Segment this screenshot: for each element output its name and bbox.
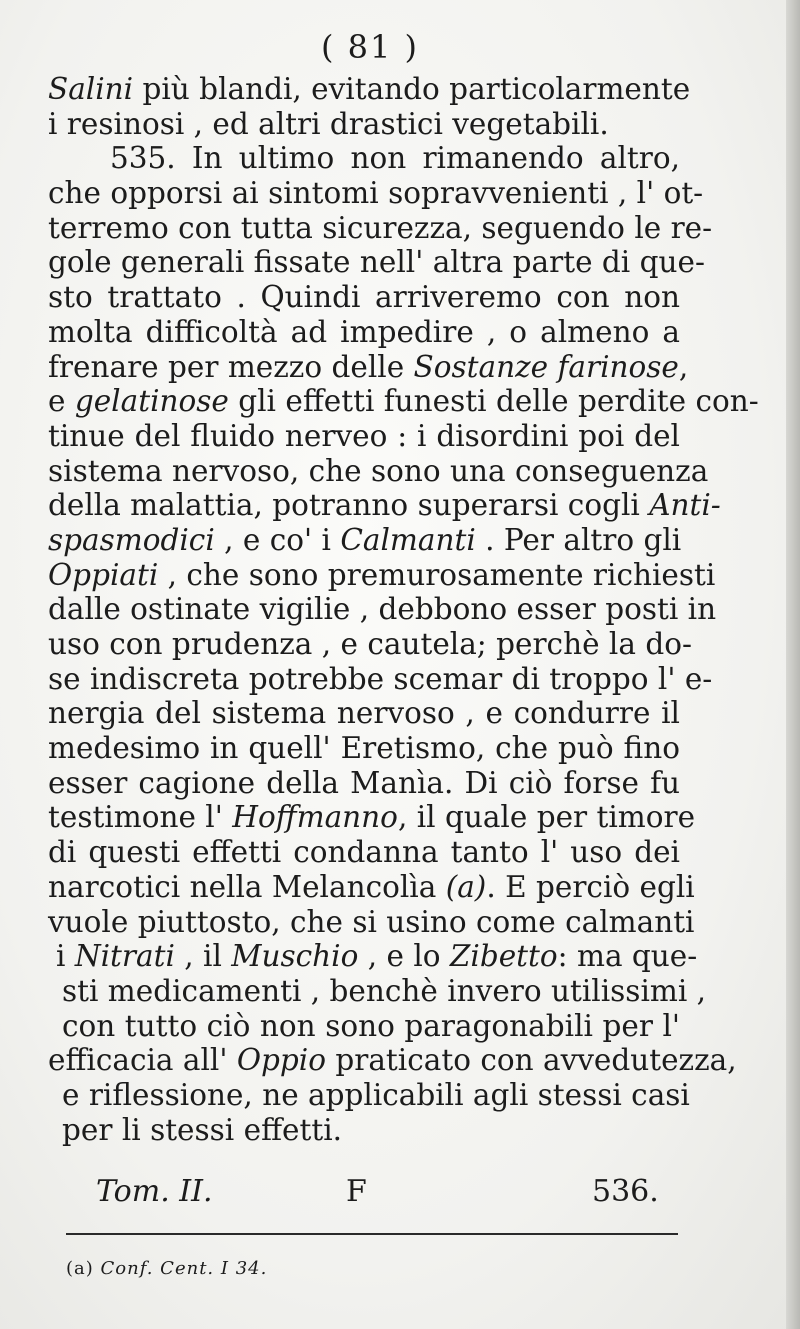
text-span: 535. In ultimo non rimanendo altro, (110, 141, 680, 176)
text-span: (a) (445, 869, 487, 904)
text-line (48, 661, 713, 697)
text-line (48, 141, 680, 176)
text-span: Anti- (649, 488, 721, 523)
footnote-marker: (a) (66, 1258, 94, 1279)
text-line (48, 315, 680, 350)
text-span: , e co' i (214, 522, 341, 557)
text-span: frenare per mezzo delle (48, 349, 414, 384)
text-span: sistema nervoso, che sono una conseguenza (48, 453, 709, 488)
text-span: narcotici nella Melancolìa (48, 869, 446, 904)
text-line (48, 627, 692, 662)
text-line (48, 766, 680, 801)
text-span: e riflessione, ne applicabili agli stessi casi (62, 1077, 690, 1112)
text-span: , il (174, 939, 232, 974)
text-line (48, 696, 680, 731)
text-line (48, 835, 680, 870)
text-line (48, 592, 717, 627)
text-span: più blandi, evitando particolarmente (133, 72, 691, 106)
text-span: gli effetti funesti delle perdite con- (228, 384, 759, 419)
text-line (48, 280, 680, 315)
text-span: vuole piuttosto, che si usino come calmanti (48, 904, 695, 939)
text-span: Calmanti (340, 522, 476, 557)
volume-mark: Tom. II. (96, 1174, 213, 1209)
text-line (48, 800, 696, 835)
text-span: terremo con tutta sicurezza, seguendo le re- (48, 210, 713, 245)
text-line (48, 869, 695, 905)
text-span: gole generali fissate nell' altra parte di que- (48, 245, 705, 280)
signature-mark: F (346, 1174, 367, 1209)
footnote-rule (66, 1233, 678, 1235)
text-line (48, 488, 721, 523)
text-span: efficacia all' (48, 1043, 237, 1078)
text-span: Oppio (236, 1043, 326, 1078)
text-span: esser cagione della Manìa. Di ciò forse fu (48, 765, 680, 800)
text-span: con tutto ciò non sono paragonabili per l' (62, 1008, 680, 1043)
text-line (48, 349, 689, 385)
text-line (48, 1077, 690, 1113)
text-span: Oppiati (48, 557, 159, 592)
text-span: medesimo in quell' Eretismo, che può fino (48, 731, 680, 766)
text-span: uso con prudenza , e cautela; perchè la do- (48, 627, 692, 661)
text-line (48, 904, 695, 940)
text-span: , (678, 349, 689, 384)
text-line (48, 107, 680, 142)
text-line (48, 245, 705, 280)
text-span: dalle ostinate vigilie , debbono esser posti in (48, 592, 717, 627)
text-span: Muschio (231, 939, 359, 974)
text-span: i resinosi , ed altri drastici vegetabili. (48, 106, 609, 141)
page-gutter-shadow (786, 0, 800, 1329)
text-line (48, 453, 709, 489)
text-line (48, 210, 713, 246)
text-span: Salini (48, 72, 134, 106)
text-line (48, 1009, 680, 1044)
catchword: 536. (592, 1174, 659, 1209)
body-text (48, 72, 759, 1147)
text-span: sto trattato . Quindi arriveremo con non (48, 280, 680, 315)
text-line (48, 1113, 680, 1148)
text-span: per li stessi effetti. (62, 1112, 343, 1147)
text-line (48, 523, 680, 558)
footnote-text: Conf. Cent. I 34. (100, 1258, 268, 1279)
text-span: . Per altro gli (475, 522, 682, 557)
text-line (48, 72, 691, 107)
text-span: : ma que- (557, 939, 698, 974)
text-span: tinue del fluido nerveo : i disordini poi del (48, 418, 680, 453)
text-span: , e lo (358, 939, 450, 974)
text-line (48, 419, 680, 454)
text-line (48, 384, 759, 419)
text-span: , che sono premurosamente richiesti (158, 557, 716, 592)
text-span: se indiscreta potrebbe scemar di troppo l' e- (48, 661, 713, 696)
text-span: e (48, 384, 75, 419)
text-span: Nitrati (74, 939, 175, 974)
text-span: praticato con avvedutezza, (325, 1043, 737, 1078)
text-span: , il quale per timore (397, 800, 696, 835)
text-span: della malattia, potranno superarsi cogli (48, 488, 650, 523)
text-line (48, 731, 680, 766)
text-span: Sostanze farinose (413, 349, 679, 384)
text-line (48, 557, 716, 593)
text-span: . E perciò egli (486, 869, 695, 904)
page-number: ( 81 ) (320, 28, 420, 66)
text-span: Zibetto (449, 939, 558, 974)
text-span: gelatinose (74, 384, 229, 419)
text-span: che opporsi ai sintomi sopravvenienti , l' ot- (48, 176, 704, 211)
text-span: di questi effetti condanna tanto l' uso dei (48, 835, 680, 870)
text-span: Hoffmanno (232, 800, 398, 835)
text-span: spasmodici (48, 522, 215, 557)
text-span: i (56, 939, 75, 974)
footnote (66, 1258, 267, 1279)
text-span: sti medicamenti , benchè invero utilissimi , (62, 973, 707, 1008)
text-line (48, 176, 704, 211)
text-span: molta difficoltà ad impedire , o almeno a (48, 314, 680, 349)
text-line (48, 1043, 737, 1078)
page-footer (96, 1174, 659, 1214)
text-line (48, 973, 707, 1009)
text-line (48, 939, 698, 974)
text-span: nergia del sistema nervoso , e condurre il (48, 696, 680, 731)
text-span: testimone l' (48, 800, 233, 835)
